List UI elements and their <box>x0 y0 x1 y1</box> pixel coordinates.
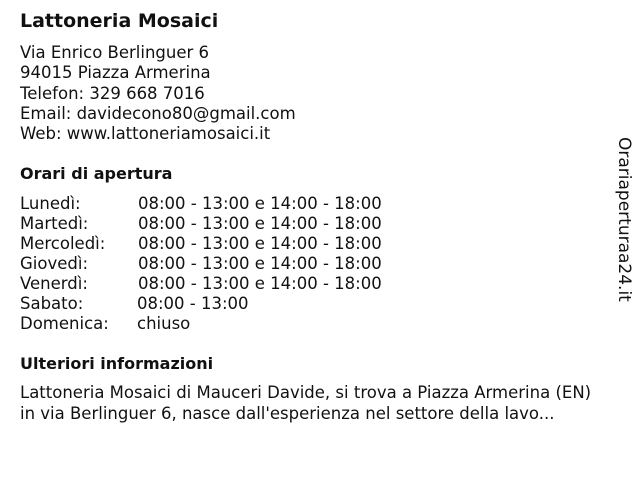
phone-line: Telefon: 329 668 7016 <box>20 83 205 103</box>
time-value: 08:00 - 13:00 e 14:00 - 18:00 <box>138 214 382 233</box>
additional-info-heading: Ulteriori informazioni <box>20 354 214 373</box>
hours-row-friday <box>20 274 382 294</box>
time-value: 08:00 - 13:00 e 14:00 - 18:00 <box>138 274 382 293</box>
day-label: Martedì: <box>20 214 89 233</box>
time-value: 08:00 - 13:00 <box>137 294 249 313</box>
day-label: Sabato: <box>20 294 84 313</box>
day-label: Domenica: <box>20 314 109 333</box>
street-address: Via Enrico Berlinguer 6 <box>20 43 210 62</box>
hours-row-sunday <box>20 314 382 334</box>
email-line: Email: davidecono80@gmail.com <box>20 103 296 123</box>
additional-info-text <box>20 383 591 424</box>
info-line-2: in via Berlinguer 6, nasce dall'esperienza nel settore della lavo... <box>20 403 555 423</box>
day-label: Venerdì: <box>20 274 88 293</box>
city-address: 94015 Piazza Armerina <box>20 63 211 83</box>
time-value: chiuso <box>137 314 191 333</box>
opening-hours-table <box>20 194 382 334</box>
day-label: Giovedì: <box>20 254 88 273</box>
time-value: 08:00 - 13:00 e 14:00 - 18:00 <box>138 254 382 273</box>
web-line: Web: www.lattoneriamosaici.it <box>20 124 271 144</box>
address-block <box>20 43 296 144</box>
day-label: Lunedì: <box>20 194 81 213</box>
time-value: 08:00 - 13:00 e 14:00 - 18:00 <box>138 194 382 213</box>
day-label: Mercoledì: <box>20 234 106 253</box>
time-value: 08:00 - 13:00 e 14:00 - 18:00 <box>138 234 382 253</box>
hours-row-saturday <box>20 294 382 314</box>
hours-row-wednesday <box>20 234 382 254</box>
hours-row-tuesday <box>20 214 382 234</box>
opening-hours-heading: Orari di apertura <box>20 164 173 183</box>
site-watermark-text: Orariaperturaa24.it <box>614 137 634 302</box>
hours-row-thursday <box>20 254 382 274</box>
business-name: Lattoneria Mosaici <box>20 10 219 32</box>
info-line-1: Lattoneria Mosaici di Mauceri Davide, si trova a Piazza Armerina (EN) <box>20 383 592 402</box>
hours-row-monday <box>20 194 382 214</box>
